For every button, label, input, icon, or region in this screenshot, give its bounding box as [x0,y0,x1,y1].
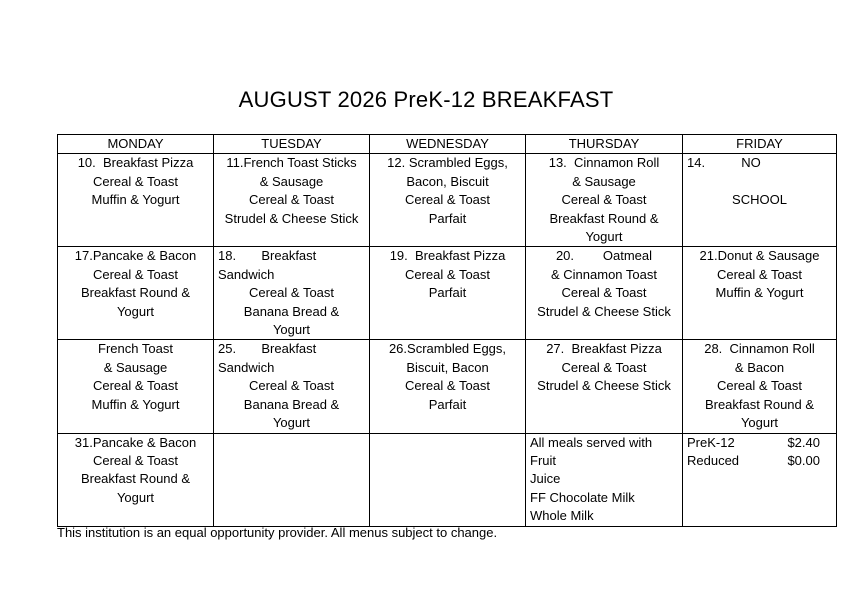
menu-item-line: 13. Cinnamon Roll [548,155,660,171]
menu-week-row [58,247,837,340]
menu-item-line: Strudel & Cheese Stick [537,378,671,394]
menu-item-line: Cereal & Toast [561,359,647,375]
menu-item-line: All meals served with [530,434,653,450]
menu-item-line: Strudel & Cheese Stick [537,303,671,319]
menu-item-line: 28. Cinnamon Roll [704,341,815,357]
menu-cell-wednesday [370,247,526,340]
menu-item-line: Cereal & Toast [561,192,647,208]
menu-item-line: 17.Pancake & Bacon [74,248,197,264]
menu-item-line: 10. Breakfast Pizza [77,155,194,171]
menu-cell-thursday [526,247,683,340]
menu-item-line: Cereal & Toast [404,192,491,208]
menu-item-line: Parfait [428,396,467,412]
menu-item-line: 12. Scrambled Eggs, [387,155,508,171]
menu-item-line: Yogurt [116,303,155,319]
menu-item-line: 18. Breakfast [218,248,317,264]
menu-item-line: & Sausage [259,173,324,189]
menu-item-line: Cereal & Toast [92,452,179,468]
day-header-monday: MONDAY [58,135,214,154]
menu-item-line: Cereal & Toast [248,192,335,208]
price-label: PreK-12 [687,434,735,450]
menu-cell-thursday [526,154,683,247]
footer-note: This institution is an equal opportunity provider. All menus subject to change. [57,525,498,540]
menu-cell-wednesday [370,433,526,526]
menu-cell-thursday [526,340,683,433]
menu-item-line: Cereal & Toast [561,285,647,301]
header-row [58,135,837,154]
menu-item-line: SCHOOL [732,192,787,208]
menu-item-line: Parfait [428,285,467,301]
menu-item-line: Breakfast Round & [80,285,191,301]
menu-item-line: & Cinnamon Toast [551,266,657,282]
menu-cell-friday [683,433,837,526]
menu-week-row [58,154,837,247]
menu-item-line: 21.Donut & Sausage [699,248,820,264]
menu-cell-tuesday [214,154,370,247]
menu-cell-tuesday [214,247,370,340]
menu-item-line: 26.Scrambled Eggs, [388,341,507,357]
menu-item-line: Yogurt [740,415,779,431]
menu-item-line: Muffin & Yogurt [715,285,804,301]
menu-item-line: French Toast [98,341,173,357]
menu-item-line: Cereal & Toast [404,266,491,282]
menu-item-line: Yogurt [116,489,155,505]
menu-item-line: Parfait [428,210,467,226]
menu-item-line: 25. Breakfast [218,341,317,357]
menu-item-line: Sandwich [218,266,275,282]
menu-cell-friday [683,154,837,247]
menu-item-line: Yogurt [272,415,311,431]
day-header-thursday: THURSDAY [526,135,683,154]
menu-item-line: Breakfast Round & [80,471,191,487]
menu-item-line: Cereal & Toast [92,173,179,189]
menu-item-line: Strudel & Cheese Stick [224,210,359,226]
menu-item-line: 27. Breakfast Pizza [546,341,662,357]
menu-item-line: Fruit [530,452,556,468]
menu-item-line: 11.French Toast Sticks [226,155,357,171]
day-header-wednesday: WEDNESDAY [370,135,526,154]
menu-item-line: Breakfast Round & [549,210,659,226]
menu-item-line: Whole Milk [530,508,594,524]
menu-cell-monday [58,247,214,340]
menu-item-line: Muffin & Yogurt [91,192,180,208]
menu-item-line: Cereal & Toast [404,378,491,394]
menu-item-line: Cereal & Toast [716,378,803,394]
menu-item-line: 19. Breakfast Pizza [389,248,506,264]
menu-cell-tuesday [214,340,370,433]
menu-week-row [58,340,837,433]
menu-item-line: Breakfast Round & [704,396,815,412]
menu-item-line: Banana Bread & [243,396,340,412]
price-value: $0.00 [787,452,820,468]
menu-cell-friday [683,340,837,433]
price-row [687,434,832,452]
menu-cell-thursday [526,433,683,526]
menu-item-line: FF Chocolate Milk [530,489,635,505]
menu-item-line: Bacon, Biscuit [406,173,489,189]
menu-item-line: 14. NO [687,155,761,171]
menu-item-line: Biscuit, Bacon [406,359,489,375]
menu-item-line [687,173,832,191]
price-label: Reduced [687,452,740,468]
menu-item-line: & Sausage [103,359,168,375]
menu-cell-friday [683,247,837,340]
menu-item-line: Juice [530,471,561,487]
menu-cell-monday [58,433,214,526]
menu-item-line: Yogurt [585,229,623,245]
menu-item-line: Muffin & Yogurt [91,396,180,412]
menu-week-row [58,433,837,526]
menu-item-line: Cereal & Toast [248,285,335,301]
menu-cell-wednesday [370,340,526,433]
menu-item-line: & Sausage [572,173,636,189]
menu-item-line: Cereal & Toast [716,266,803,282]
menu-item-line: Cereal & Toast [92,378,179,394]
menu-cell-monday [58,154,214,247]
menu-item-line: 31.Pancake & Bacon [74,434,197,450]
day-header-friday: FRIDAY [683,135,837,154]
menu-cell-monday [58,340,214,433]
menu-cell-tuesday [214,433,370,526]
menu-item-line: Cereal & Toast [248,378,335,394]
menu-item-line: Sandwich [218,359,275,375]
menu-item-line: Yogurt [272,322,311,338]
page-title: AUGUST 2026 PreK-12 BREAKFAST [238,87,614,112]
price-row [687,452,832,470]
menu-item-line: Banana Bread & [243,303,340,319]
day-header-tuesday: TUESDAY [214,135,370,154]
breakfast-menu-table [57,134,837,527]
menu-item-line: & Bacon [734,359,785,375]
menu-item-line: Cereal & Toast [92,266,179,282]
price-value: $2.40 [787,434,820,450]
menu-cell-wednesday [370,154,526,247]
menu-body [58,154,837,526]
menu-item-line: 20. Oatmeal [555,248,653,264]
